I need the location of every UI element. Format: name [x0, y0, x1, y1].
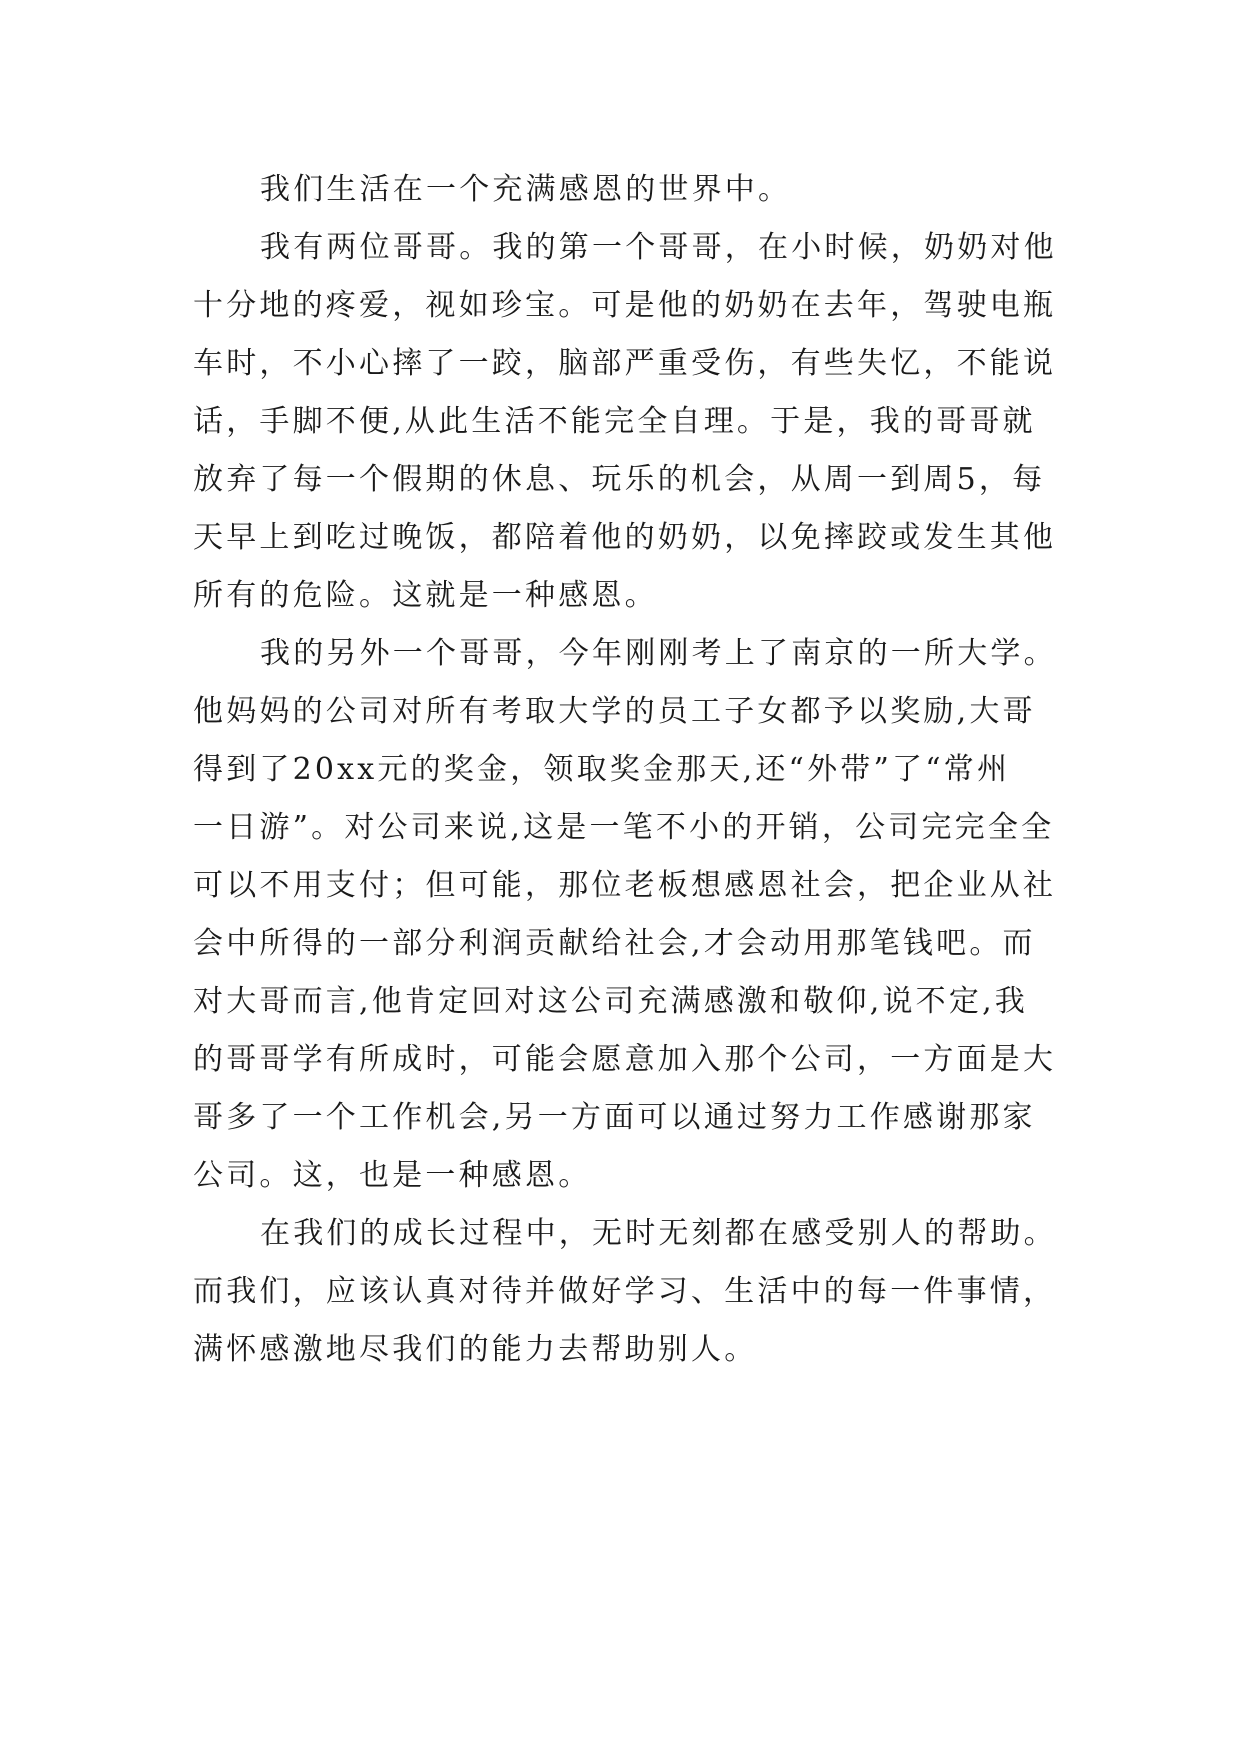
paragraph-3-line-9: 哥多了一个工作机会,另一方面可以通过努力工作感谢那家 — [193, 1100, 1036, 1135]
paragraph-3-line-4: 一日游”。对公司来说,这是一笔不小的开销，公司完完全全 — [193, 810, 1055, 845]
paragraph-2-line-6: 天早上到吃过晚饭，都陪着他的奶奶，以免摔跤或发生其他 — [193, 520, 1057, 555]
paragraph-4-line-3: 满怀感激地尽我们的能力去帮助别人。 — [193, 1332, 758, 1367]
paragraph-1-line-1: 我们生活在一个充满感恩的世界中。 — [260, 172, 792, 207]
paragraph-2-line-5: 放弃了每一个假期的休息、玩乐的机会，从周一到周5，每 — [193, 462, 1046, 497]
paragraph-2-line-1: 我有两位哥哥。我的第一个哥哥，在小时候，奶奶对他 — [260, 230, 1057, 265]
paragraph-3-line-5: 可以不用支付；但可能，那位老板想感恩社会，把企业从社 — [193, 868, 1057, 903]
paragraph-2-line-3: 车时，不小心摔了一跤，脑部严重受伤，有些失忆，不能说 — [193, 346, 1057, 381]
paragraph-2-line-4: 话，手脚不便,从此生活不能完全自理。于是，我的哥哥就 — [193, 404, 1036, 439]
paragraph-3-line-7: 对大哥而言,他肯定回对这公司充满感激和敬仰,说不定,我 — [193, 984, 1029, 1019]
paragraph-4-line-2: 而我们，应该认真对待并做好学习、生活中的每一件事情， — [193, 1274, 1057, 1309]
paragraph-3-line-10: 公司。这，也是一种感恩。 — [193, 1158, 592, 1193]
paragraph-2-line-7: 所有的危险。这就是一种感恩。 — [193, 578, 658, 613]
paragraph-3-line-2: 他妈妈的公司对所有考取大学的员工子女都予以奖励,大哥 — [193, 694, 1036, 729]
essay-body — [193, 161, 1063, 1379]
paragraph-2-line-2: 十分地的疼爱，视如珍宝。可是他的奶奶在去年，驾驶电瓶 — [193, 288, 1057, 323]
paragraph-3-line-3: 得到了20xx元的奖金，领取奖金那天,还“外带”了“常州 — [193, 752, 1011, 787]
paragraph-3-line-1: 我的另外一个哥哥，今年刚刚考上了南京的一所大学。 — [260, 636, 1057, 671]
paragraph-3-line-6: 会中所得的一部分利润贡献给社会,才会动用那笔钱吧。而 — [193, 926, 1036, 961]
paragraph-4-line-1: 在我们的成长过程中，无时无刻都在感受别人的帮助。 — [260, 1216, 1057, 1251]
paragraph-3-line-8: 的哥哥学有所成时，可能会愿意加入那个公司，一方面是大 — [193, 1042, 1057, 1077]
